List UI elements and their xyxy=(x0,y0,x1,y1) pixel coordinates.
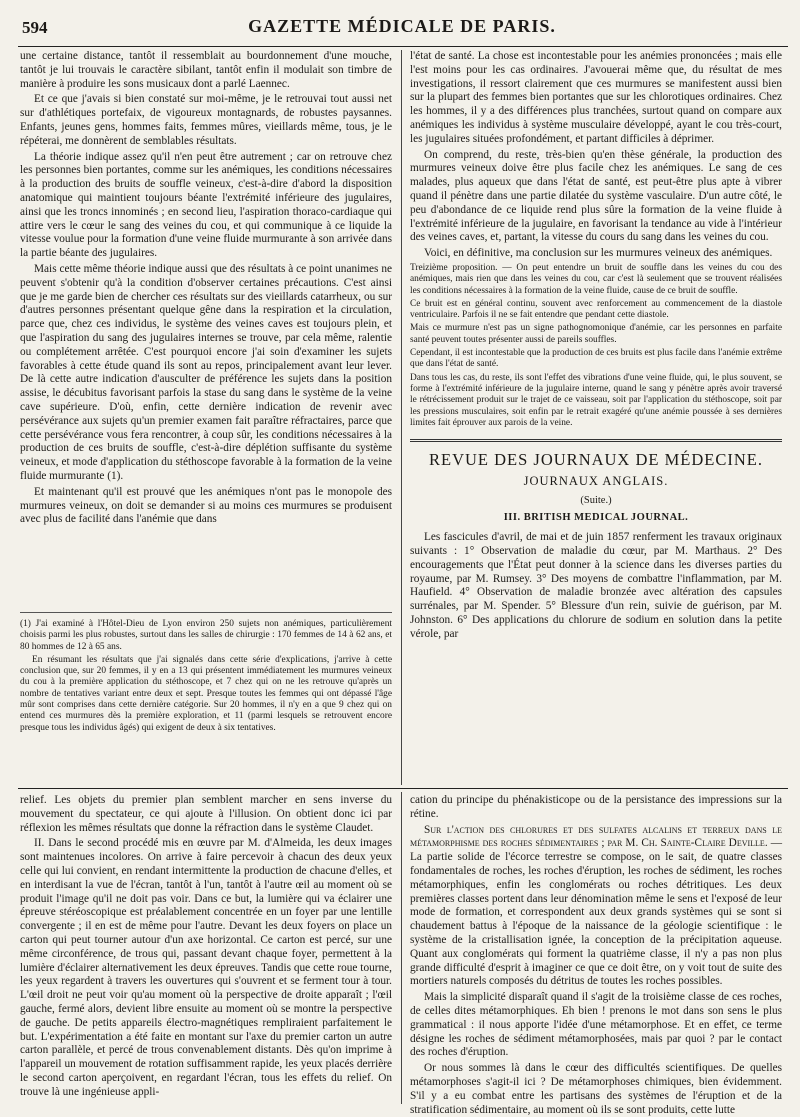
section-rule xyxy=(410,439,782,442)
paragraph-text: — La partie solide de l'écorce terrestre se compose, on le sait, de quatre classes fondamentales de roches, les roches d'éruption, les roches de sédiment, les roches métamorphiques, enfin les conglomérats ou roches détritiques. Les deux premières classes portent dans leur dénomination même le sens et l'exposé de leur mode de formation, et correspondent aux deux grands systèmes qui se sont si chaudement battus à l'époque de la naissance de la géologie scientifique : le système de la cristallisation ignée, la conception de la précipitation aqueuse. Quant aux conglomérats qui forment la quatrième classe, il n'y a pas non plus grande difficulté d'esprit à imaginer ce que ce doit être, on y voit tout de suite des mortiers naturels composés du détritus de toutes les roches possibles. xyxy=(410,837,782,988)
footnote-rule xyxy=(20,612,392,613)
paragraph: Voici, en définitive, ma conclusion sur les murmures veineux des anémiques. xyxy=(424,247,773,260)
journal-title: GAZETTE MÉDICALE DE PARIS. xyxy=(248,16,556,36)
section-subtitle: JOURNAUX ANGLAIS. xyxy=(523,474,669,489)
proposition-block xyxy=(410,263,782,429)
page-number: 594 xyxy=(22,18,48,37)
lower-right-column xyxy=(410,794,782,1116)
proposition-text: Cependant, il est incontestable que la production de ces bruits est plus facile dans l'anémie extrême que dans l'état de santé. xyxy=(410,348,782,370)
paragraph: relief. Les objets du premier plan semblent marcher en sens inverse du mouvement du spectateur, ce qui ajoute à l'illusion. On obtient donc ici par réflexion les mêmes résultats que donne la réfraction dans le système Claudet. xyxy=(20,794,392,834)
paragraph xyxy=(410,824,782,990)
continued-note: (Suite.) xyxy=(580,495,612,507)
paragraph: Les fascicules d'avril, de mai et de juin 1857 renferment les travaux originaux suivants : 1° Observation de maladie du cœur, par M. Marthaus. 2° Des encouragements que l'État peut donner à la science dans les diverses parties du royaume, par M. Rumsey. 3° Des moyens de combattre l'inflammation, par M. Haufield. 4° Observation de maladie bronzée avec altération des capsules surrénales, par M. Spender. 5° Blessure d'un rein, suivie de guérison, par M. Johnston. 6° Des applications du chlorure de sodium en solution dans la petite vérole, par xyxy=(410,531,782,640)
column-divider xyxy=(401,792,402,1104)
section-title: REVUE DES JOURNAUX DE MÉDECINE. xyxy=(429,450,763,470)
footnote xyxy=(20,606,392,782)
paragraph: l'état de santé. La chose est incontestable pour les anémies prononcées ; mais elle l'est moins pour les cas ordinaires. J'avouerai même que, du résultat de mes investigations, il ressort clairement que ces murmures se manifestent aussi bien sur la plupart des femmes bien portantes que sur les chlorotiques ordinaires. Chez les hommes, il y a des différences plus tranchées, surtout quand on compare aux anémiques les individus à système musculaire développé, ayant le cou très-court, les jugulaires situées profondément, et partant difficiles à déprimer. xyxy=(410,50,782,145)
paragraph: cation du principe du phénakisticope ou de la persistance des impressions sur la rétine. xyxy=(410,794,782,820)
upper-left-column xyxy=(20,50,392,602)
paragraph: une certaine distance, tantôt il ressemblait au bourdonnement d'une mouche, tantôt je lui trouvais le caractère sibilant, tantôt enfin il modulait son timbre de manière à produire les sons musicaux dont a parlé Laennec. xyxy=(20,50,392,90)
footnote-text: (1) J'ai examiné à l'Hôtel-Dieu de Lyon environ 250 sujets non anémiques, particulièrement choisis parmi les plus robustes, surtout dans les salles de chirurgie : 170 femmes de 14 à 62 ans, et 80 hommes de 12 à 65 ans. xyxy=(20,619,392,652)
section-divider xyxy=(18,788,788,789)
article-heading: Sur l'action des chlorures et des sulfates alcalins et terreux dans le métamorphisme des roches sédimentaires ; par M. Ch. Sainte-Claire Deville. xyxy=(410,823,782,850)
paragraph: Et maintenant qu'il est prouvé que les anémiques n'ont pas le monopole des murmures veineux, on doit se demander si au moins ces murmures se produisent avec plus de facilité dans l'anémie que dans xyxy=(20,485,392,526)
column-divider xyxy=(401,50,402,785)
proposition-text: Mais ce murmure n'est pas un signe pathognomonique d'anémie, car les personnes en parfaite santé peuvent toutes présenter aussi de pareils souffles. xyxy=(410,323,782,345)
paragraph: Mais cette même théorie indique aussi que des résultats à ce point unanimes ne peuvent s'obtenir qu'à la condition d'observer certaines précautions. C'est ainsi que je me garde bien de chercher ces résultats sur des vieillards catarrheux, ou sur d'autres personnes présentant quelque gêne dans la respiration et la circulation, parce que, chez ces individus, le système des veines caves est toujours plein, et que l'aspiration du sang des jugulaires internes se trouve, par cela même, ralentie ou complétement arrêtée. C'est pourquoi encore j'ai soin d'examiner les sujets favorables à cette étude quand ils sont au repos, principalement avant leur lever. De là cette autre indication d'ausculter de préférence les sujets dans la position assise, le décubitus favorisant parfois la stase du sang dans le système de la veine cave supérieure. D'où, enfin, cette dernière indication de revenir avec persévérance aux sujets qu'un premier examen fait paraître réfractaires, parce que cette persévérance vous fera rencontrer, à coup sûr, les conditions nécessaires à la production de ces bruits de souffle, c'est-à-dire déplétion suffisante du système veineux, et mode d'application du stéthoscope favorable à la formation de la veine fluide murmurante (1). xyxy=(20,262,392,482)
paragraph: La théorie indique assez qu'il n'en peut être autrement ; car on retrouve chez les personnes bien portantes, comme sur les anémiques, les conditions nécessaires à la production des bruits de souffle veineux, c'est-à-dire d'abord la disposition anatomique qui maintient toujours béante l'extrémité inférieure des jugulaires, ainsi que les troncs innominés ; en second lieu, l'aspiration thoraco-cardiaque qui attire vers le cœur le sang des veines du cou, et qui communique à ce liquide la vitesse voulue pour la formation d'une veine fluide murmurante à son arrivée dans la partie béante des jugulaires. xyxy=(20,150,392,260)
paragraph: II. Dans le second procédé mis en œuvre par M. d'Almeida, les deux images sont maintenues incolores. On arrive à faire percevoir à chacun des deux yeux celle qui lui convient, en rendant intermittente la production de chacune d'elles, et en interdisant la vue de l'écran, tantôt à l'un, tantôt à l'autre œil au moment où se produit l'image qu'il ne doit pas voir. Dans ce but, la lumière qui va éclairer une épreuve stéréoscopique est préalablement concentrée en un foyer par une lentille convergente ; il en est de même pour l'autre. Devant les deux foyers on place un carton qui peut tourner autour d'un axe horizontal. Ce carton est percé, sur une même circonférence, de trous qui, passant devant chaque foyer, permettent à la lumière d'éclairer alternativement les deux épreuves. Tandis que cette roue tourne, les yeux regardent à travers les ouvertures qui s'ouvrent et se ferment tour à tour. L'œil droit ne peut voir qu'au moment où la perspective de droite apparaît ; l'œil gauche, fermé alors, devient libre ensuite au moment où se montre la perspective de gauche. De petits appareils électro-magnétiques rempliraient parfaitement le but. L'expérimentation a été faite en montant sur l'axe du premier carton un autre carton parallèle, et percé de trous convenablement distants. Dès qu'on imprime à l'appareil un mouvement de rotation suffisamment rapide, les yeux placés derrière le second carton aperçoivent, en regardant l'écran, tous les effets du relief. On trouve là une ingénieuse appli- xyxy=(20,837,392,1098)
journal-heading: III. BRITISH MEDICAL JOURNAL. xyxy=(503,512,689,524)
proposition-text: Ce bruit est en général continu, souvent avec renforcement au commencement de la diastole ventriculaire. Parfois il ne se fait entendre que pendant cette diastole. xyxy=(410,298,782,321)
upper-right-column xyxy=(410,50,782,785)
lower-left-column xyxy=(20,794,392,1104)
paragraph: Or nous sommes là dans le cœur des difficultés scientifiques. De quelles métamorphoses s'agit-il ici ? De métamorphoses chimiques, bien évidemment. S'il y a eu combat entre les partisans des systèmes de l'éruption et de la stratification sédimentaire, au moment où ils se sont produits, cette lutte xyxy=(410,1062,782,1116)
page-header xyxy=(18,14,786,42)
header-rule xyxy=(18,46,788,47)
paragraph: On comprend, du reste, très-bien qu'en thèse générale, la production des murmures veineux doive être plus facile chez les anémiques. Le sang de ces malades, plus aqueux que dans l'état de santé, est peut-être plus apte à vibrer quand il pénètre dans une partie dilatée du système vasculaire. D'un autre côté, le peu d'abondance de ce liquide rend plus sûre la formation de la veine fluide à l'extrémité inférieure de la jugulaire, en favorisant la tendance au vide à l'intérieur des veines caves, et, partant, la vitesse du cours du sang dans les veines du cou. xyxy=(410,148,782,244)
proposition-text: Dans tous les cas, du reste, ils sont l'effet des vibrations d'une veine fluide, qui, le plus souvent, se forme à l'extrémité inférieure de la jugulaire interne, quand le sang y pénètre après avoir traversé le rétrécissement produit sur le trajet de ce vaisseau, soit par l'application du stéthoscope, soit par les pressions musculaires, soit enfin par le retrait exagéré qu'une anémie poussée à ses dernières limites fait éprouver aux parois de la veine. xyxy=(410,372,782,428)
paragraph: Et ce que j'avais si bien constaté sur moi-même, je le retrouvai tout aussi net sur d'athlétiques portefaix, de vigoureux montagnards, de robustes paysannes. Enfants, jeunes gens, hommes faits, femmes mûres, vieillards même, tous, je le répéterai, me donnèrent de semblables résultats. xyxy=(20,93,392,147)
proposition-text: Treizième proposition. — On peut entendre un bruit de souffle dans les veines du cou des anémiques, mais rien que dans les veines du cou, car c'est là seulement que se trouvent réalisées les conditions nécessaires à la formation de la veine fluide, cause de ce bruit de souffle. xyxy=(410,262,782,296)
footnote-text: En résumant les résultats que j'ai signalés dans cette série d'explications, j'arrive à cette conclusion que, sur 20 femmes, il y en a 13 qui présentent immédiatement les murmures veineux du cou à la première application du stéthoscope, et 7 chez qui on ne les retrouve qu'après un nombre de tentatives variant entre deux et sept. Presque toutes les femmes qui ont dépassé l'âge mûr sont comprises dans cette dernière catégorie. Sur 20 hommes, il n'y en a que 9 chez qui on entend ces murmures dès la première exploration, et 11 (parmi lesquels se retrouvent encore presque tous les individus âgés) qui exigent de deux à six tentatives. xyxy=(20,654,392,733)
paragraph: Mais la simplicité disparaît quand il s'agit de la troisième classe de ces roches, de celles dites métamorphiques. Eh bien ! prenons le mot dans son sens le plus grammatical : il nous apporte l'idée d'une métamorphose. Et en effet, ce terme désigne les roches de sédiment métamorphosées, mais par quoi ? par le contact des roches d'éruption. xyxy=(410,991,782,1059)
